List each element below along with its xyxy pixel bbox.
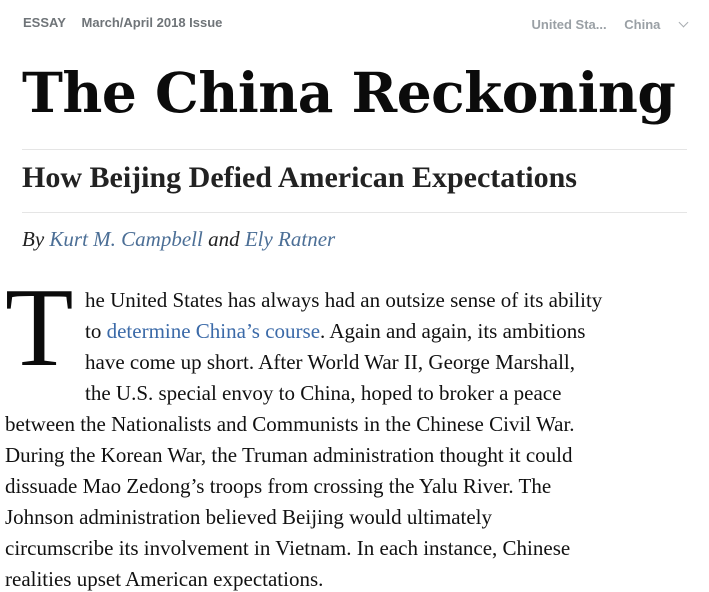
topic-tag-china[interactable]: China bbox=[624, 17, 661, 32]
body-text: . Again and again, its ambitions bbox=[320, 319, 586, 343]
body-line: dissuade Mao Zedong’s troops from crossing the Yalu River. The bbox=[5, 474, 552, 498]
topic-tags bbox=[518, 17, 688, 32]
body-line: he United States has always had an outsize sense of its ability bbox=[85, 288, 603, 312]
article-meta-bar bbox=[23, 15, 687, 35]
article-title: The China Reckoning bbox=[22, 60, 676, 125]
body-line bbox=[5, 316, 695, 347]
author-link-campbell[interactable]: Kurt M. Campbell bbox=[49, 227, 203, 251]
body-line: circumscribe its involvement in Vietnam. In each instance, Chinese bbox=[5, 536, 571, 560]
article-meta-left bbox=[23, 15, 234, 30]
section-label[interactable]: ESSAY bbox=[23, 15, 66, 30]
byline bbox=[22, 224, 335, 254]
byline-conjunction: and bbox=[208, 227, 240, 251]
body-line: between the Nationalists and Communists in the Chinese Civil War. bbox=[5, 412, 575, 436]
byline-prefix: By bbox=[22, 227, 45, 251]
author-link-ratner[interactable]: Ely Ratner bbox=[244, 227, 336, 251]
issue-label[interactable]: March/April 2018 Issue bbox=[81, 15, 223, 30]
article-body bbox=[5, 285, 695, 592]
chevron-down-icon[interactable] bbox=[679, 18, 689, 28]
drop-cap: T bbox=[5, 266, 74, 390]
body-line: Johnson administration believed Beijing would ultimately bbox=[5, 505, 493, 529]
inline-link-determine-chinas-course[interactable]: determine China’s course bbox=[106, 319, 321, 343]
body-text: to bbox=[85, 319, 107, 343]
body-line: have come up short. After World War II, George Marshall, bbox=[85, 350, 575, 374]
article-subtitle: How Beijing Defied American Expectations bbox=[22, 161, 577, 194]
topic-tag-united-states[interactable]: United Sta... bbox=[531, 17, 607, 32]
body-line: During the Korean War, the Truman administration thought it could bbox=[5, 443, 573, 467]
body-line: the U.S. special envoy to China, hoped to broker a peace bbox=[85, 381, 562, 405]
subtitle-divider bbox=[22, 212, 687, 213]
title-divider bbox=[22, 149, 687, 150]
body-line: realities upset American expectations. bbox=[5, 567, 324, 591]
